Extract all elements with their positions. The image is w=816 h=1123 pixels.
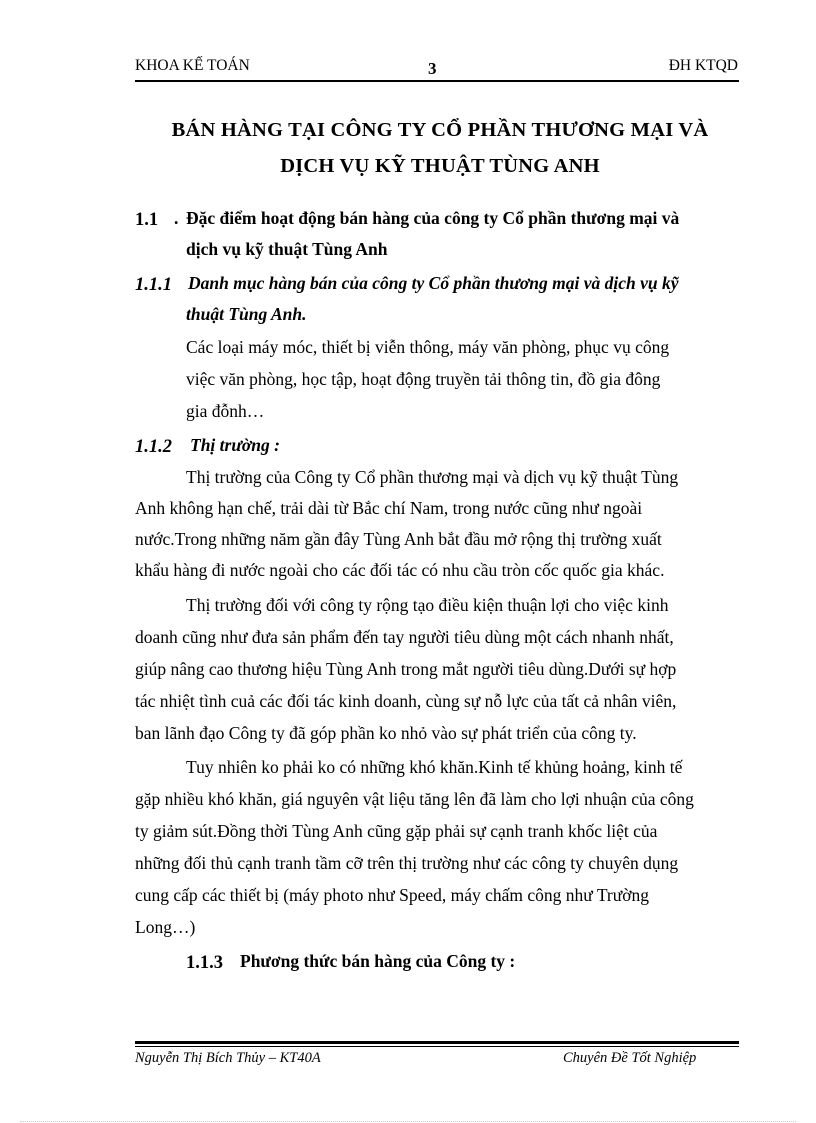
para-2-line-5: ban lãnh đạo Công ty đã góp phần ko nhỏ vào sự phát triển của công ty. (135, 723, 637, 743)
para-2-line-2: doanh cũng như đưa sản phẩm đến tay người tiêu dùng một cách nhanh nhất, (135, 627, 674, 647)
section-1-1-1-heading-line-1: Danh mục hàng bán của công ty Cổ phần thương mại và dịch vụ kỹ (188, 273, 679, 293)
header-left: KHOA KẾ TOÁN (135, 57, 250, 74)
para-2-line-1: Thị trường đối với công ty rộng tạo điều kiện thuận lợi cho việc kinh (186, 595, 669, 615)
title-line-2: DỊCH VỤ KỸ THUẬT TÙNG ANH (280, 155, 600, 177)
para-1-line-2: Anh không hạn chế, trải dài từ Bắc chí Nam, trong nước cũng như ngoài (135, 498, 643, 518)
section-1-1-1-body-line-1: Các loại máy móc, thiết bị viễn thông, máy văn phòng, phục vụ công (186, 337, 670, 357)
footer-rule-thick (135, 1041, 739, 1044)
para-2-line-4: tác nhiệt tình cuả các đối tác kinh doanh, cùng sự nỗ lực của tất cả nhân viên, (135, 691, 677, 711)
para-3-line-3: ty giảm sút.Đồng thời Tùng Anh cũng gặp phải sự cạnh tranh khốc liệt của (135, 821, 658, 841)
para-1-line-1: Thị trường của Công ty Cổ phần thương mại và dịch vụ kỹ thuật Tùng (186, 467, 679, 487)
section-1-1-1-body-line-2: việc văn phòng, học tập, hoạt động truyền tải thông tin, đồ gia đông (186, 369, 661, 389)
section-1-1-2-heading: Thị trường : (190, 435, 280, 455)
title-line-1: BÁN HÀNG TẠI CÔNG TY CỔ PHẦN THƯƠNG MẠI VÀ (171, 119, 709, 141)
footer-title: Chuyên Đề Tốt Nghiệp (563, 1050, 697, 1066)
para-3-line-5: cung cấp các thiết bị (máy photo như Speed, máy chấm công như Trường (135, 885, 649, 905)
footer-rule-thin (135, 1046, 739, 1047)
section-1-1-1-number: 1.1.1 (135, 275, 172, 295)
para-3-line-4: những đối thủ cạnh tranh tầm cỡ trên thị trường như các công ty chuyên dụng (135, 853, 679, 873)
section-1-1-1-heading-line-2: thuật Tùng Anh. (186, 304, 307, 324)
para-3-line-1: Tuy nhiên ko phải ko có những khó khăn.Kinh tế khủng hoảng, kinh tế (186, 757, 683, 777)
section-1-1-3-number: 1.1.3 (186, 953, 223, 973)
para-3-line-6: Long…) (135, 917, 196, 937)
page-number: 3 (428, 59, 437, 78)
section-1-1-3-heading: Phương thức bán hàng của Công ty : (240, 951, 516, 971)
section-1-1-heading-line-2: dịch vụ kỹ thuật Tùng Anh (186, 239, 388, 259)
section-1-1-2-number: 1.1.2 (135, 437, 172, 457)
section-1-1-dot: . (174, 208, 179, 228)
section-1-1-heading-line-1: Đặc điểm hoạt động bán hàng của công ty Cổ phần thương mại và (186, 208, 680, 228)
para-1-line-4: khẩu hàng đi nước ngoài cho các đối tác có nhu cầu tròn cốc quốc gia khác. (135, 560, 665, 580)
header-right: ĐH KTQD (668, 57, 738, 74)
page-edge (20, 1121, 796, 1122)
para-2-line-3: giúp nâng cao thương hiệu Tùng Anh trong mắt người tiêu dùng.Dưới sự hợp (135, 659, 677, 679)
header-rule (135, 80, 739, 82)
section-1-1-number: 1.1 (135, 210, 159, 230)
para-3-line-2: gặp nhiều khó khăn, giá nguyên vật liệu tăng lên đã làm cho lợi nhuận của công (135, 789, 694, 809)
para-1-line-3: nước.Trong những năm gần đây Tùng Anh bắt đầu mở rộng thị trường xuất (135, 529, 662, 549)
footer-author: Nguyễn Thị Bích Thủy – KT40A (135, 1050, 321, 1066)
page-title (100, 112, 780, 184)
section-1-1-1-body-line-3: gia đỗnh… (186, 401, 265, 421)
